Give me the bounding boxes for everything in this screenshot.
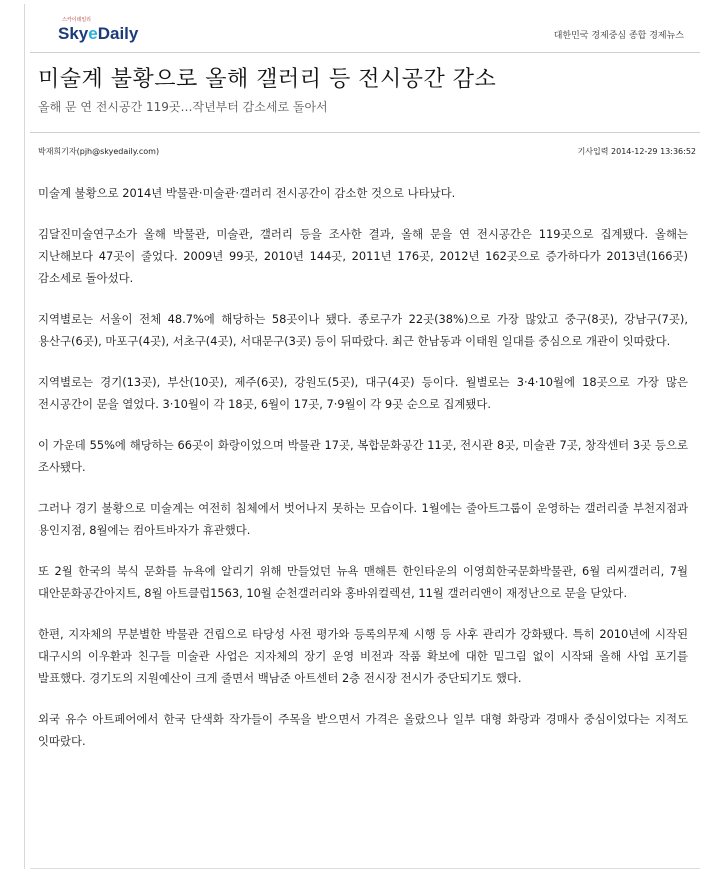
- article-paragraph: 김달진미술연구소가 올해 박물관, 미술관, 갤러리 등을 조사한 결과, 올해 문을 연 전시공간은 119곳으로 집계됐다. 올해는 지난해보다 47곳이 줄었다. 2009년 99곳, 2010년 144곳, 2011년 176곳, 2012년 162곳으로 증가하다가 2013년(166곳) 감소세로 돌아섰다.: [38, 227, 688, 285]
- page-border: [24, 4, 25, 869]
- article-paragraph: 미술계 불황으로 2014년 박물관·미술관·갤러리 전시공간이 감소한 것으로 나타났다.: [38, 186, 456, 200]
- logo-wordmark-left: Sky: [58, 24, 89, 43]
- article-byline: 박재희기자(pjh@skyedaily.com): [38, 147, 160, 156]
- site-header: [30, 4, 700, 53]
- logo-wordmark-accent: e: [88, 24, 98, 43]
- article-paragraph: 외국 유수 아트페어에서 한국 단색화 작가들이 주목을 받으면서 가격은 올랐으나 일부 대형 화랑과 경매사 중심이었다는 지적도 잇따랐다.: [38, 712, 688, 748]
- article-subheadline: 올해 문 연 전시공간 119곳…작년부터 감소세로 돌아서: [38, 100, 328, 114]
- article-paragraph: 이 가운데 55%에 해당하는 66곳이 화랑이었으며 박물관 17곳, 복합문화공간 11곳, 전시관 8곳, 미술관 7곳, 창작센터 3곳 등으로 조사됐다.: [38, 438, 688, 474]
- logo-wordmark: [58, 24, 138, 44]
- article-paragraph: 또 2월 한국의 북식 문화를 뉴욕에 알리기 위해 만들었던 뉴욕 맨해튼 한인타운의 이영희한국문화박물관, 6월 리씨갤러리, 7월 대안문화공간아지트, 8월 아트클럽1563, 10월 순천갤러리와 홍바위컬렉션, 11월 갤러리앤이 재정난으로 문을 닫았다.: [38, 564, 688, 600]
- divider: [30, 132, 700, 133]
- site-tagline: 대한민국 경제중심 종합 경제뉴스: [553, 31, 684, 41]
- article-timestamp: 기사입력 2014-12-29 13:36:52: [577, 147, 696, 156]
- bottom-divider: [30, 868, 700, 869]
- article-headline: 미술계 불황으로 올해 갤러리 등 전시공간 감소: [38, 67, 497, 92]
- logo-wordmark-right: Daily: [97, 24, 139, 43]
- article-paragraph: 지역별로는 경기(13곳), 부산(10곳), 제주(6곳), 강원도(5곳), 대구(4곳) 등이다. 월별로는 3·4·10월에 18곳으로 가장 많은 전시공간이 문을 열었다. 3·10월이 각 18곳, 6월이 17곳, 7·9월이 각 9곳 순으로 집계됐다.: [38, 375, 688, 411]
- article-paragraph: 지역별로는 서울이 전체 48.7%에 해당하는 58곳이나 됐다. 종로구가 22곳(38%)으로 가장 많았고 중구(8곳), 강남구(7곳), 용산구(6곳), 마포구(4곳), 서초구(4곳), 서대문구(3곳) 등이 뒤따랐다. 최근 한남동과 이태원 일대를 중심으로 개관이 잇따랐다.: [38, 312, 688, 348]
- article-body: [38, 182, 688, 771]
- article-paragraph: 그러나 경기 불황으로 미술계는 여전히 침체에서 벗어나지 못하는 모습이다. 1월에는 줄아트그룹이 운영하는 갤러리줄 부천지점과 용인지점, 8월에는 컴아트바자가 휴관했다.: [38, 501, 688, 537]
- logo-subtitle: 스카이데일리: [62, 17, 91, 23]
- article-paragraph: 한편, 지자체의 무분별한 박물관 건립으로 타당성 사전 평가와 등록의무제 시행 등 사후 관리가 강화됐다. 특히 2010년에 시작된 대구시의 이우환과 친구들 미술관 사업은 지자체의 장기 운영 비전과 작품 확보에 대한 밑그림 없이 시작돼 올해 사업 포기를 발표했다. 경기도의 지원예산이 크게 줄면서 백남준 아트센터 2층 전시장 전시가 중단되기도 했다.: [38, 627, 688, 685]
